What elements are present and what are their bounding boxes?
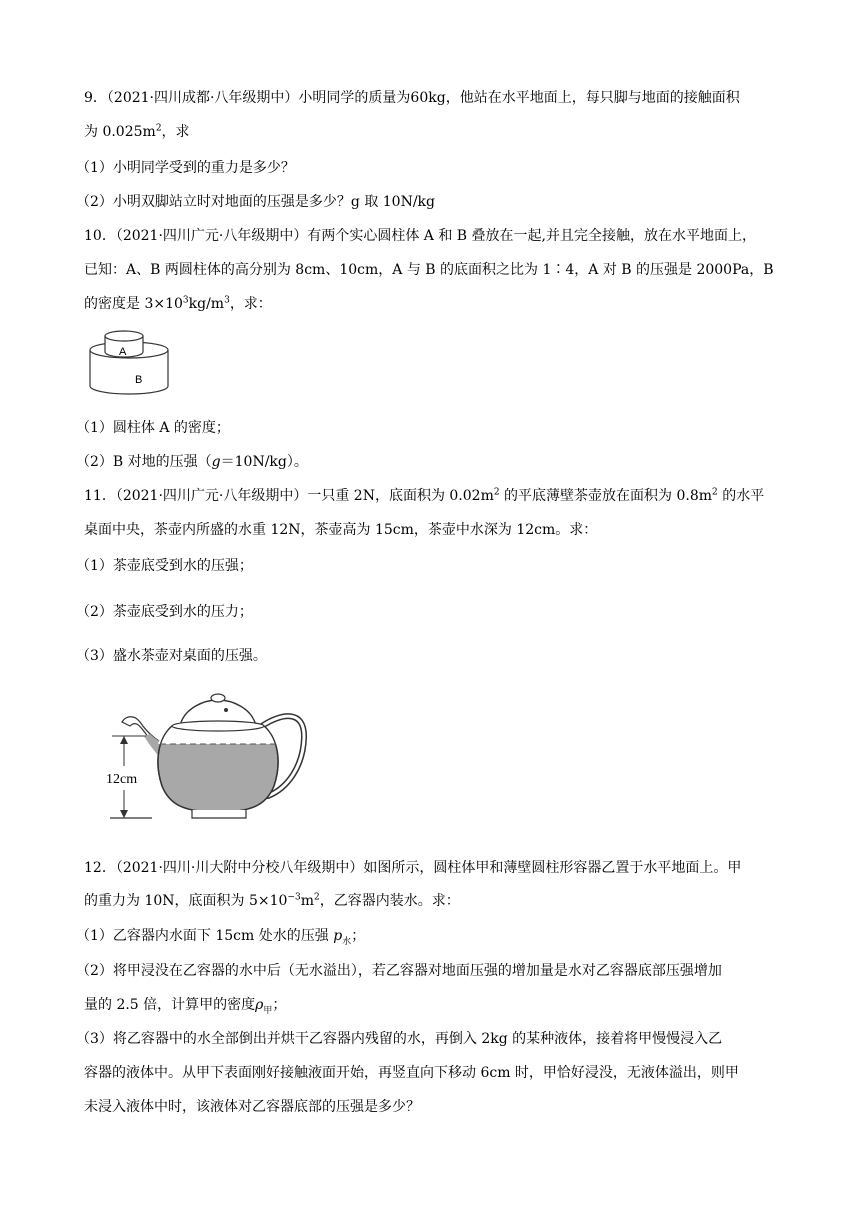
q12-line2-sup: −3 — [287, 892, 301, 903]
q12-sub2-line1: （2）将甲浸没在乙容器的水中后（无水溢出），若乙容器对地面压强的增加量是水对乙容器底部压强增加 — [76, 963, 722, 979]
q9-line2 — [84, 122, 190, 142]
dimension-arrow-up-icon — [120, 736, 128, 744]
q12-line2 — [84, 891, 460, 911]
q12-line2-mid: m — [300, 893, 314, 909]
q11-line1-sup1: 2 — [493, 487, 500, 498]
q11-sub1: （1）茶壶底受到水的压强； — [76, 558, 253, 574]
q11-line1-mid: 的平底薄壁茶壶放在面积为 0.8m — [499, 488, 713, 504]
q10-line3 — [84, 294, 272, 314]
teapot-figure — [100, 686, 320, 832]
q12-line1: 12．（2021·四川·川大附中分校八年级期中）如图所示，圆柱体甲和薄壁圆柱形容器乙置于水平地面上。甲 — [84, 860, 742, 876]
q9-line1: 9．（2021·四川成都·八年级期中）小明同学的质量为60kg，他站在水平地面上，每只脚与地面的接触面积 — [84, 90, 740, 106]
q11-line1-post: 的水平 — [717, 488, 765, 504]
q9-line2-pre: 为 0.025m — [84, 124, 156, 140]
cylinder-a-top — [105, 331, 143, 341]
q12-sub3-line3: 未浸入液体中时，该液体对乙容器底部的压强是多少？ — [84, 1099, 420, 1115]
q11-sub3: （3）盛水茶壶对桌面的压强。 — [76, 648, 267, 664]
teapot-vent-hole — [224, 708, 228, 712]
q12-sub2-line2-pre: 量的 2.5 倍，计算甲的密度 — [84, 997, 256, 1013]
q9-line2-post: ，求 — [161, 124, 190, 140]
q9-line2-sup: 2 — [155, 123, 162, 134]
teapot-lid-rim — [172, 721, 264, 731]
q12-line2-sup2: 2 — [313, 892, 320, 903]
q11-line2: 桌面中央，茶壶内所盛的水重 12N，茶壶高为 15cm，茶壶中水深为 12cm。求： — [84, 522, 598, 538]
q12-sub2-line2 — [84, 995, 286, 1015]
cylinder-a-label: A — [119, 346, 127, 358]
dimension-arrow-down-icon — [120, 810, 128, 818]
q12-sub3-line1: （3）将乙容器中的水全部倒出并烘干乙容器内残留的水，再倒入 2kg 的某种液体，接着将甲慢慢浸入乙 — [76, 1031, 723, 1047]
q12-line2-pre: 的重力为 10N，底面积为 5×10 — [84, 893, 288, 909]
cylinder-b-label: B — [135, 374, 143, 386]
q10-line3-post: ，求： — [229, 296, 272, 312]
q10-line3-mid: kg/m — [188, 296, 225, 312]
q11-line1-pre: 11．（2021·四川广元·八年级期中）一只重 2N，底面积为 0.02m — [84, 488, 494, 504]
teapot-base — [192, 810, 246, 818]
q10-line3-sup1: 3 — [182, 295, 189, 306]
q12-sub1-post: ； — [351, 928, 366, 944]
q12-sub1-p: p — [333, 928, 343, 944]
q12-sub2-sub: 甲 — [263, 1005, 273, 1016]
q12-sub2-line2-post: ； — [272, 997, 287, 1013]
teapot-knob — [211, 694, 225, 702]
q11-line1-sup2: 2 — [712, 487, 718, 498]
q10-sub1: （1）圆柱体 A 的密度； — [76, 420, 230, 436]
q11-sub2: （2）茶壶底受到水的压力； — [76, 604, 253, 620]
q10-sub2 — [76, 452, 308, 472]
dimension-label: 12cm — [106, 772, 138, 787]
q11-line1 — [84, 486, 764, 506]
q9-sub1: （1）小明同学受到的重力是多少？ — [76, 160, 295, 176]
q12-sub1-pre: （1）乙容器内水面下 15cm 处水的压强 — [76, 928, 334, 944]
q12-sub1 — [76, 926, 365, 946]
q10-sub2-g: g — [211, 454, 221, 470]
q10-line1: 10．（2021·四川广元·八年级期中）有两个实心圆柱体 A 和 B 叠放在一起,并且完全接触，放在水平地面上， — [84, 228, 756, 244]
q10-line3-pre: 的密度是 3×10 — [84, 296, 183, 312]
q10-line3-sup2: 3 — [224, 295, 230, 306]
cylinders-figure — [84, 328, 174, 398]
q12-sub2-rho: ρ — [255, 997, 264, 1013]
q10-line2: 已知：A、B 两圆柱体的高分别为 8cm、10cm，A 与 B 的底面积之比为 1∶4，A 对 B 的压强是 2000Pa，B — [84, 262, 774, 278]
q12-sub1-sub: 水 — [342, 936, 352, 947]
q9-sub2: （2）小明双脚站立时对地面的压强是多少？g 取 10N/kg — [76, 194, 435, 210]
q12-line2-post: ，乙容器内装水。求： — [319, 893, 460, 909]
q12-sub3-line2: 容器的液体中。从甲下表面刚好接触液面开始，再竖直向下移动 6cm 时，甲恰好浸没，无液体溢出，则甲 — [84, 1065, 739, 1081]
q10-sub2-post: ＝10N/kg）。 — [220, 454, 308, 470]
q10-sub2-pre: （2）B 对地的压强（ — [76, 454, 212, 470]
